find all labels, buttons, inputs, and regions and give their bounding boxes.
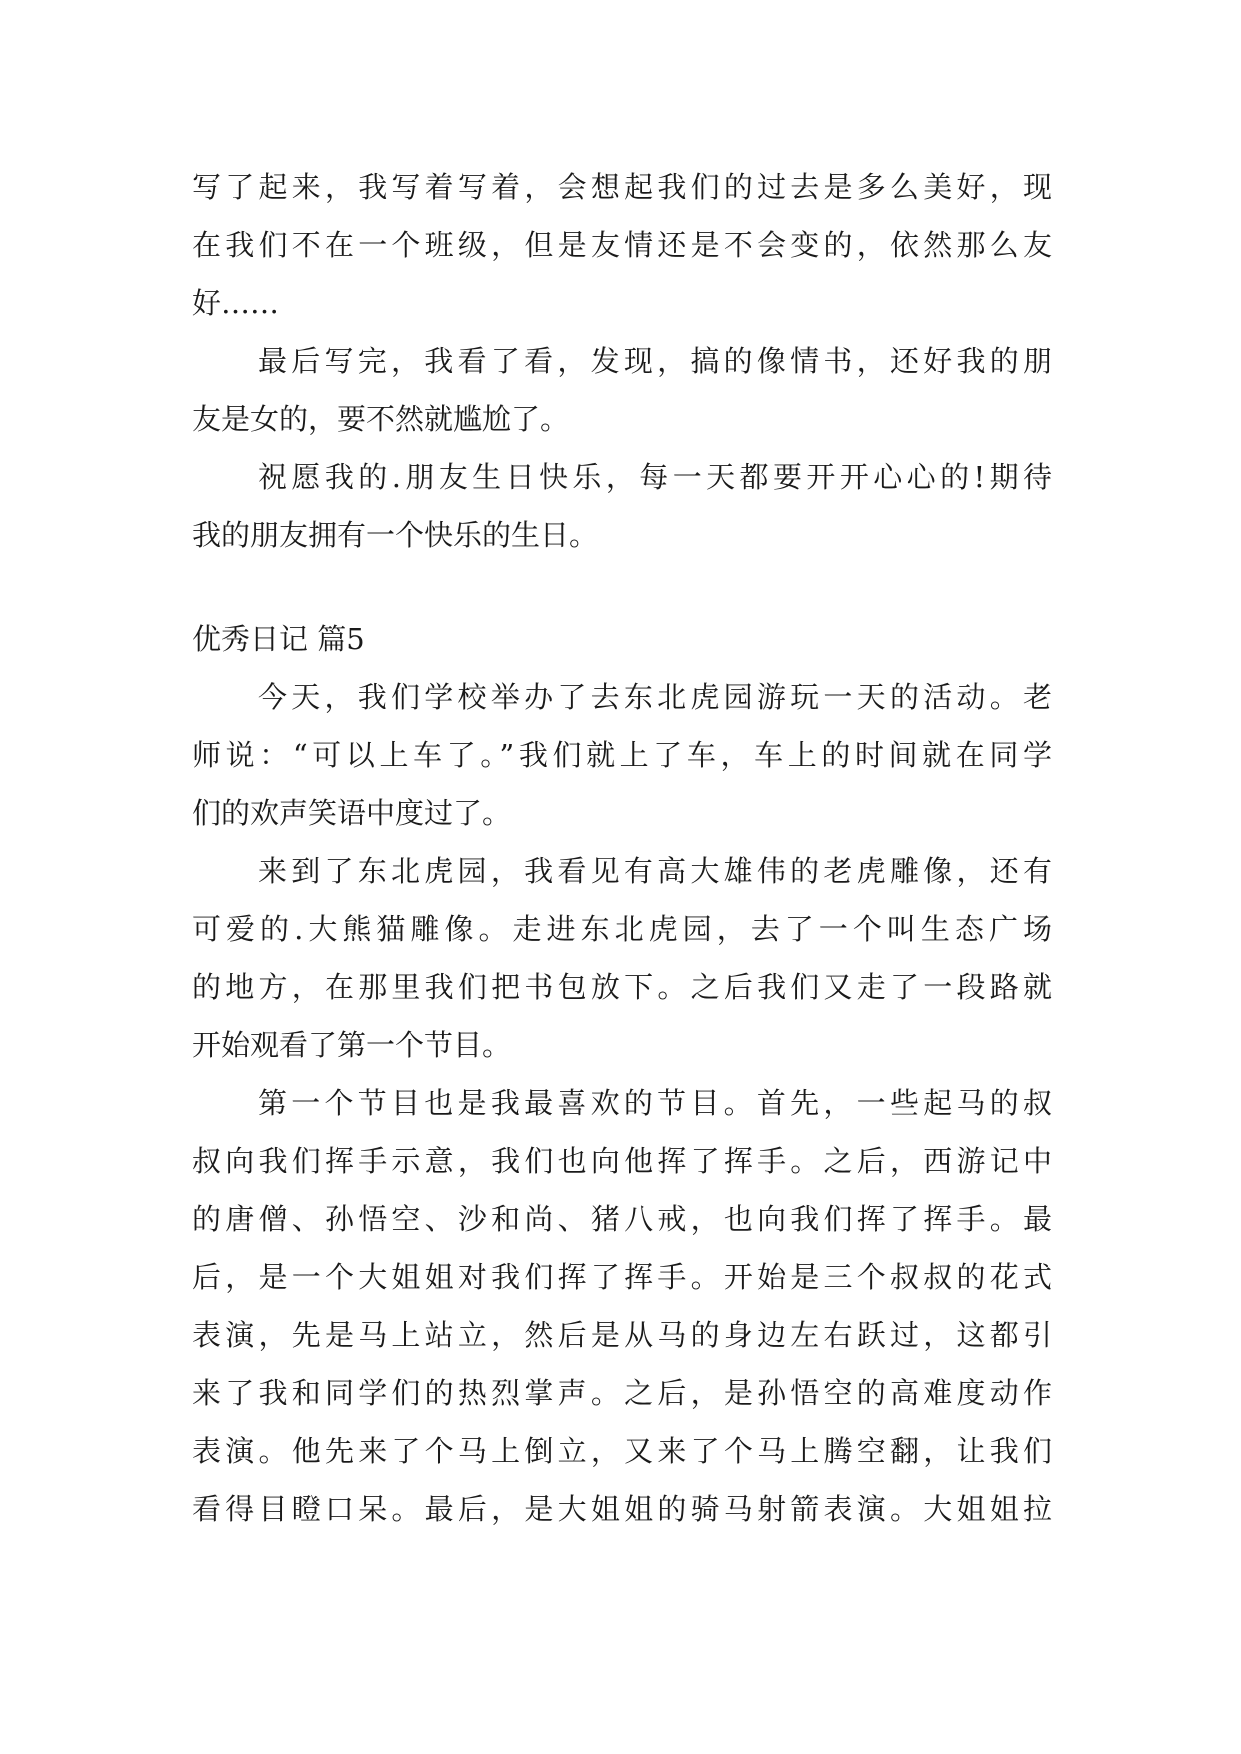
text-line: 看得目瞪口呆。最后，是大姐姐的骑马射箭表演。大姐姐拉 — [192, 1492, 1052, 1526]
section-spacer — [192, 564, 1052, 610]
text-line: 最后写完，我看了看，发现，搞的像情书，还好我的朋 — [258, 344, 1052, 378]
paragraph — [192, 332, 1052, 448]
text-line: 的唐僧、孙悟空、沙和尚、猪八戒，也向我们挥了挥手。最 — [192, 1202, 1052, 1236]
text-line: 好…… — [192, 286, 280, 320]
text-line: 我的朋友拥有一个快乐的生日。 — [192, 518, 599, 552]
paragraph-continuation — [192, 158, 1052, 332]
paragraph — [192, 668, 1052, 842]
text-line: 写了起来，我写着写着，会想起我们的过去是多么美好，现 — [192, 170, 1052, 204]
text-line: 开始观看了第一个节目。 — [192, 1028, 512, 1062]
document-page — [192, 158, 1052, 1538]
text-line: 来了我和同学们的热烈掌声。之后，是孙悟空的高难度动作 — [192, 1376, 1052, 1410]
text-line: 后，是一个大姐姐对我们挥了挥手。开始是三个叔叔的花式 — [192, 1260, 1052, 1294]
paragraph — [192, 842, 1052, 1074]
text-line: 可爱的.大熊猫雕像。走进东北虎园，去了一个叫生态广场 — [192, 912, 1052, 946]
text-line: 祝愿我的.朋友生日快乐，每一天都要开开心心的!期待 — [258, 460, 1052, 494]
section-heading: 优秀日记 篇5 — [192, 622, 365, 656]
text-line: 叔向我们挥手示意，我们也向他挥了挥手。之后，西游记中 — [192, 1144, 1052, 1178]
paragraph — [192, 448, 1052, 564]
text-line: 表演。他先来了个马上倒立，又来了个马上腾空翻，让我们 — [192, 1434, 1052, 1468]
text-line: 的地方，在那里我们把书包放下。之后我们又走了一段路就 — [192, 970, 1052, 1004]
text-line: 来到了东北虎园，我看见有高大雄伟的老虎雕像，还有 — [258, 854, 1052, 888]
text-line: 今天，我们学校举办了去东北虎园游玩一天的活动。老 — [258, 680, 1052, 714]
text-line: 表演，先是马上站立，然后是从马的身边左右跃过，这都引 — [192, 1318, 1052, 1352]
text-line: 师说：“可以上车了。”我们就上了车，车上的时间就在同学 — [192, 738, 1052, 772]
text-line: 们的欢声笑语中度过了。 — [192, 796, 512, 830]
text-line: 第一个节目也是我最喜欢的节目。首先，一些起马的叔 — [258, 1086, 1052, 1120]
paragraph — [192, 1074, 1052, 1538]
text-line: 友是女的，要不然就尴尬了。 — [192, 402, 570, 436]
text-line: 在我们不在一个班级，但是友情还是不会变的，依然那么友 — [192, 228, 1052, 262]
